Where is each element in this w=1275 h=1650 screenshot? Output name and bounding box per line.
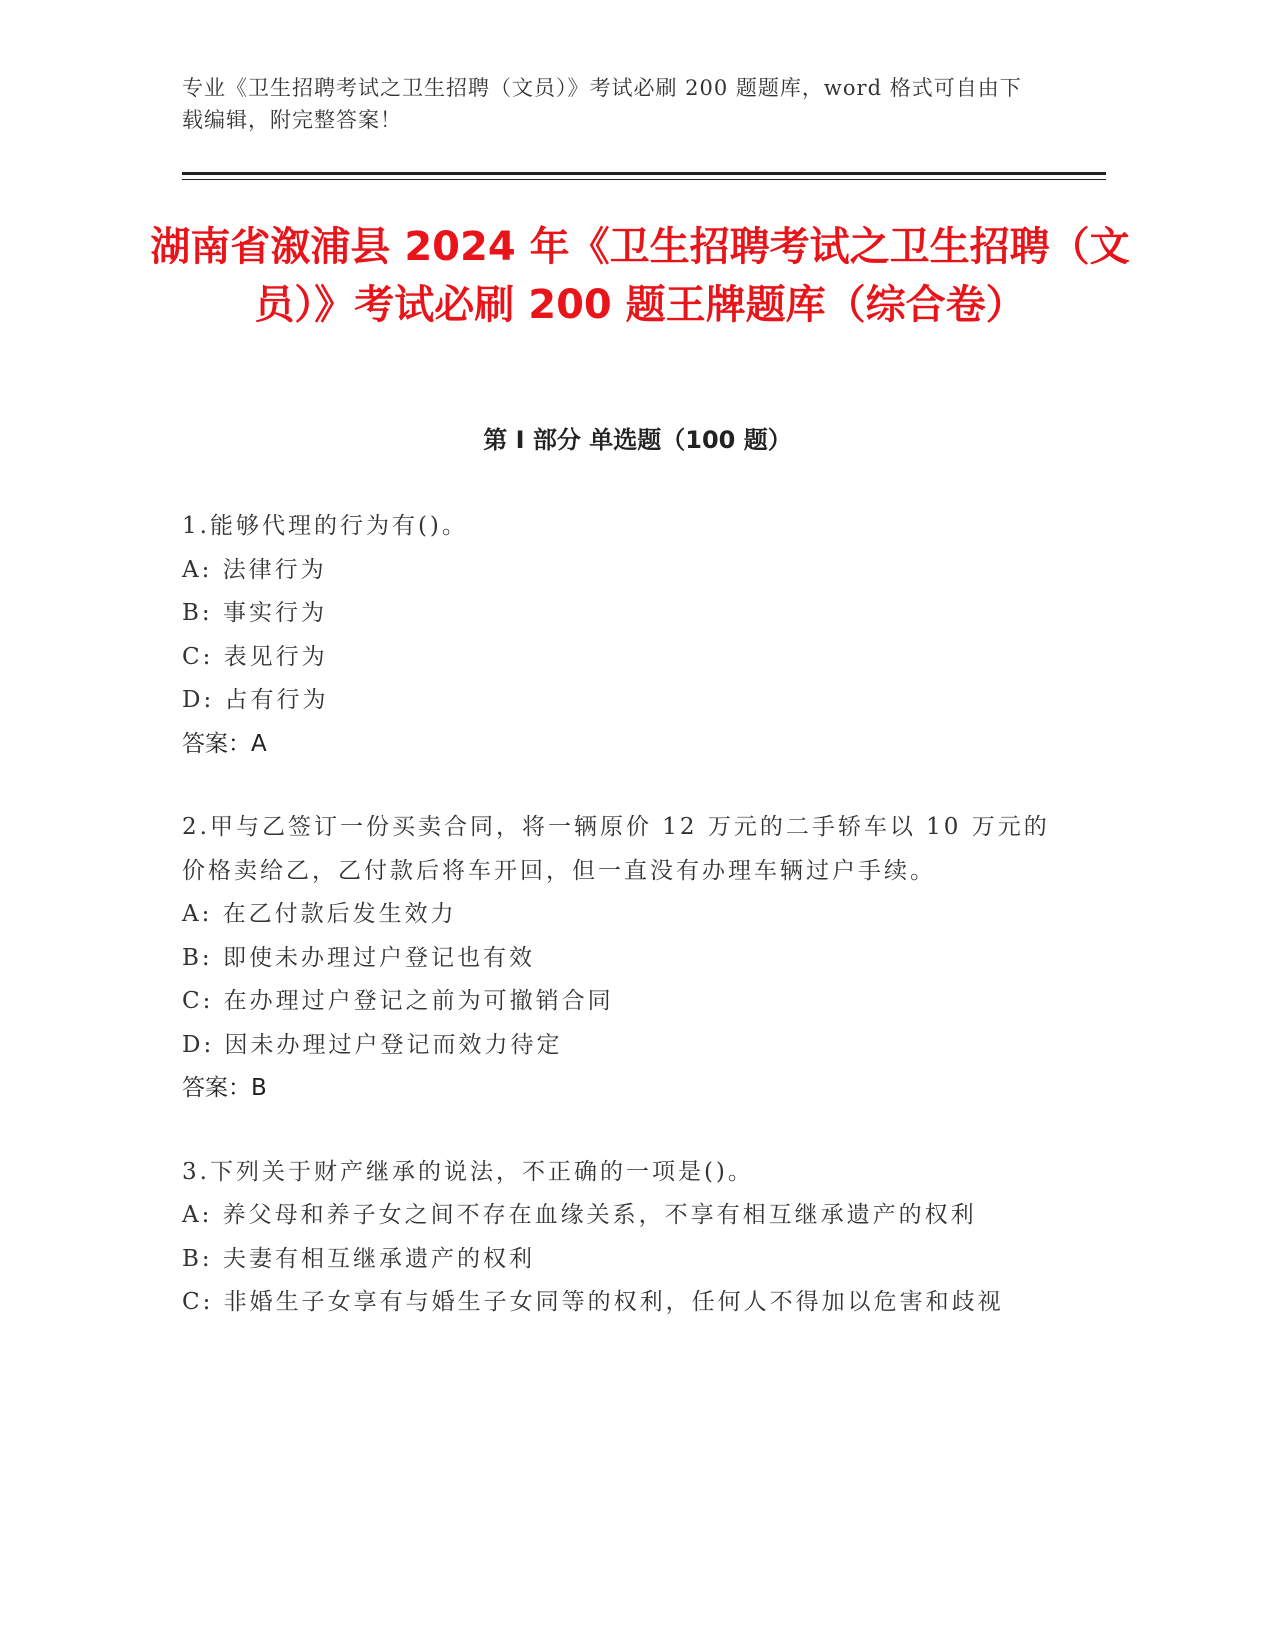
question-stem: 3.下列关于财产继承的说法，不正确的一项是()。 — [182, 1158, 754, 1185]
option-a: A: 法律行为 — [182, 556, 327, 583]
option-b: B: 夫妻有相互继承遗产的权利 — [182, 1245, 535, 1272]
question-stem: 1.能够代理的行为有()。 — [182, 513, 468, 539]
question-1 — [182, 505, 1062, 766]
option-d: D: 因未办理过户登记而效力待定 — [182, 1031, 563, 1058]
option-c: C: 表见行为 — [182, 643, 328, 670]
answer: 答案：B — [182, 1075, 267, 1101]
option-b: B: 即使未办理过户登记也有效 — [182, 944, 535, 971]
header-note: 专业《卫生招聘考试之卫生招聘（文员）》考试必刷 200 题题库，word 格式可自由下载编辑，附完整答案！ — [182, 76, 1022, 132]
option-c: C: 非婚生子女享有与婚生子女同等的权利，任何人不得加以危害和歧视 — [182, 1289, 1004, 1315]
option-a: A: 在乙付款后发生效力 — [182, 901, 457, 927]
option-b: B: 事实行为 — [182, 600, 327, 626]
question-2 — [182, 806, 1062, 1111]
answer: 答案：A — [182, 730, 267, 757]
option-a: A: 养父母和养子女之间不存在血缘关系，不享有相互继承遗产的权利 — [182, 1202, 977, 1228]
question-stem: 2.甲与乙签订一份买卖合同，将一辆原价 12 万元的二手轿车以 10 万元的价格卖给乙，乙付款后将车开回，但一直没有办理车辆过户手续。 — [182, 814, 1050, 884]
question-3 — [182, 1151, 1062, 1325]
document-title: 湖南省溆浦县 2024 年《卫生招聘考试之卫生招聘（文员）》考试必刷 200 题王牌题库（综合卷） — [150, 224, 1130, 328]
header-divider-thin — [182, 179, 1106, 180]
section-title: 第 I 部分 单选题（100 题） — [483, 426, 792, 454]
option-c: C: 在办理过户登记之前为可撤销合同 — [182, 988, 614, 1014]
header-divider-thick — [182, 172, 1106, 175]
question-list — [182, 505, 1062, 1365]
option-d: D: 占有行为 — [182, 687, 329, 713]
